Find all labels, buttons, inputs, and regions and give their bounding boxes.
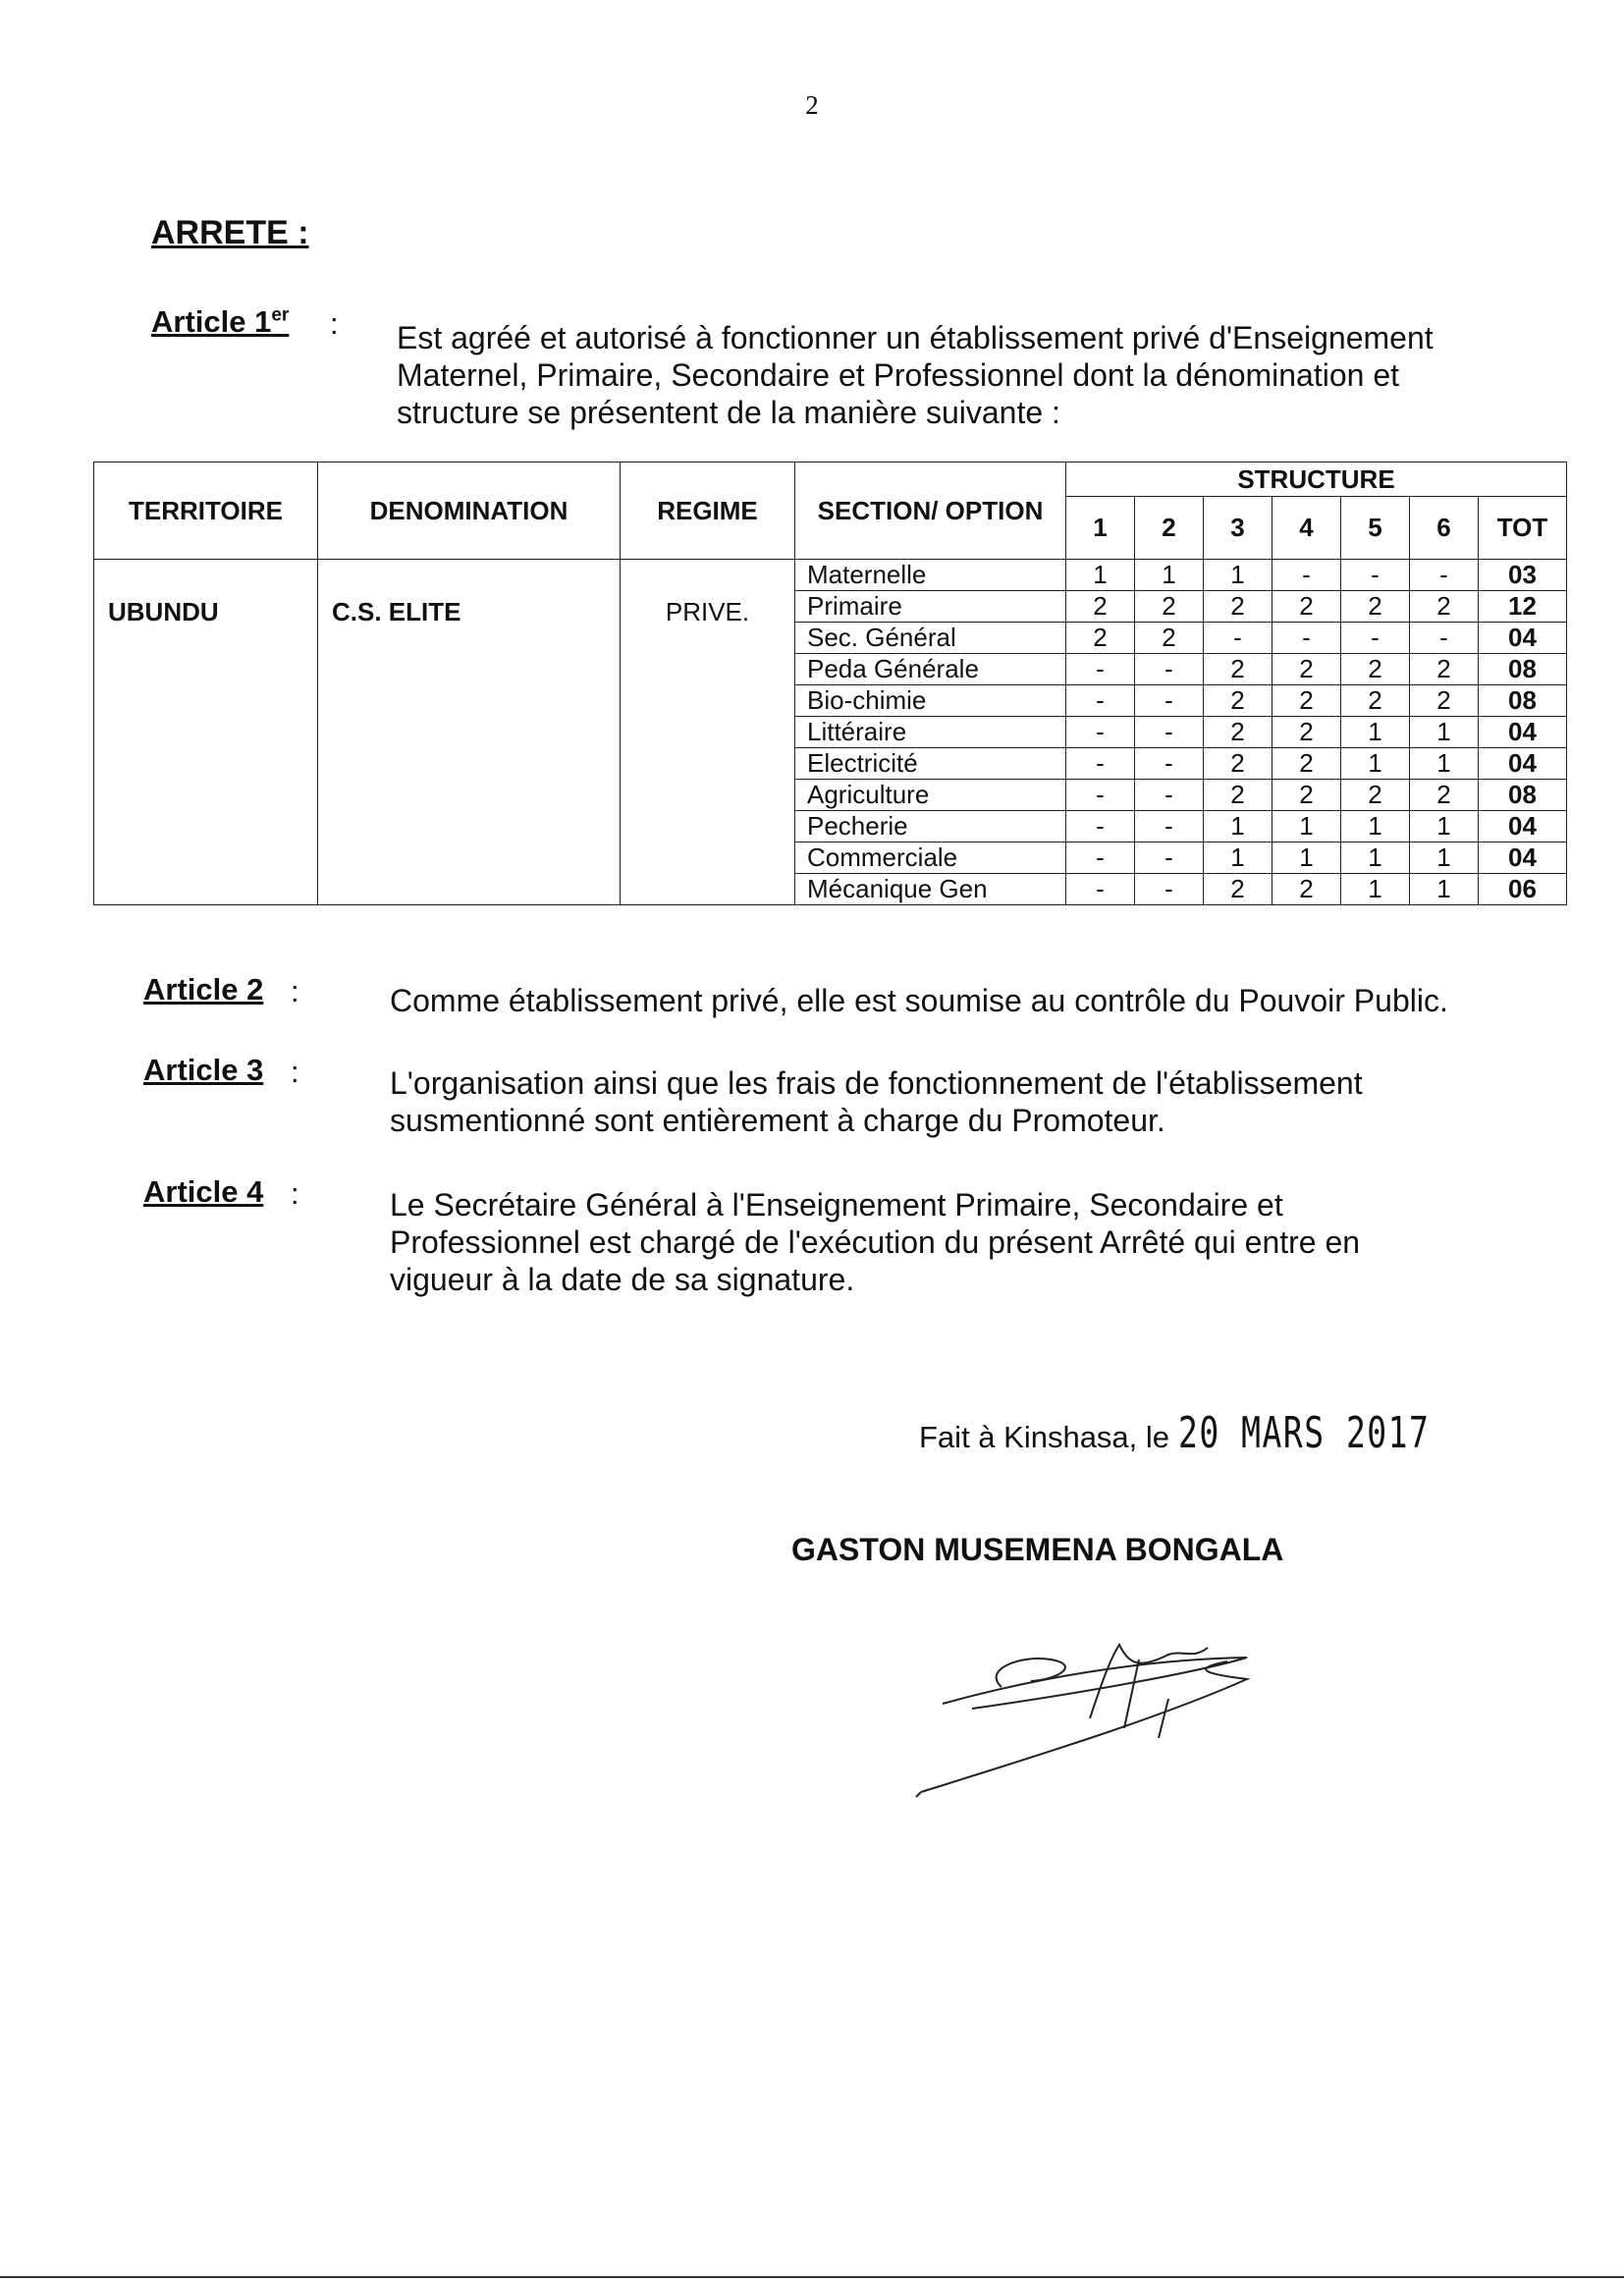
signature-icon	[913, 1601, 1463, 1826]
article-4-text	[390, 1186, 1509, 1298]
closing-date-stamp: 20 MARS 2017	[1177, 1408, 1431, 1458]
article-4-line-2: Professionnel est chargé de l'exécution du présent Arrêté qui entre en	[390, 1224, 1361, 1260]
structure-value-cell: 1	[1272, 843, 1341, 874]
header-structure: STRUCTURE	[1066, 462, 1567, 497]
structure-value-cell: -	[1135, 780, 1204, 811]
structure-value-cell: 2	[1410, 591, 1479, 623]
article-2-text	[390, 982, 1509, 1019]
article-4-colon: :	[291, 1176, 299, 1211]
structure-value-cell: 2	[1272, 874, 1341, 905]
structure-value-cell: 2	[1272, 717, 1341, 748]
header-col-4: 4	[1272, 497, 1341, 560]
structure-value-cell: 2	[1204, 654, 1272, 685]
structure-value-cell: 2	[1204, 591, 1272, 623]
total-cell: 06	[1479, 874, 1567, 905]
structure-value-cell: -	[1135, 843, 1204, 874]
structure-value-cell: 1	[1341, 811, 1410, 843]
structure-value-cell: 2	[1272, 654, 1341, 685]
section-option-cell: Peda Générale	[795, 654, 1066, 685]
structure-value-cell: -	[1410, 623, 1479, 654]
structure-value-cell: 2	[1272, 685, 1341, 717]
structure-value-cell: -	[1272, 560, 1341, 591]
article-1-text	[397, 319, 1516, 431]
article-4-line-1: Le Secrétaire Général à l'Enseignement Primaire, Secondaire et	[390, 1187, 1283, 1223]
structure-value-cell: -	[1272, 623, 1341, 654]
closing-place: Fait à Kinshasa, le	[919, 1420, 1170, 1454]
structure-value-cell: 2	[1410, 780, 1479, 811]
total-cell: 04	[1479, 623, 1567, 654]
total-cell: 03	[1479, 560, 1567, 591]
section-option-cell: Electricité	[795, 748, 1066, 780]
article-1-sup: er	[271, 304, 290, 326]
structure-value-cell: 1	[1272, 811, 1341, 843]
structure-value-cell: 1	[1135, 560, 1204, 591]
structure-value-cell: -	[1341, 560, 1410, 591]
article-1-line-1: Est agréé et autorisé à fonctionner un établissement privé d'Enseignement	[397, 320, 1434, 355]
article-4-line-3: vigueur à la date de sa signature.	[390, 1262, 855, 1297]
section-option-cell: Sec. Général	[795, 623, 1066, 654]
article-3-label: Article 3	[143, 1053, 264, 1087]
bottom-rule	[0, 2276, 1624, 2278]
article-3-line-1: L'organisation ainsi que les frais de fonctionnement de l'établissement	[390, 1065, 1363, 1101]
structure-value-cell: 1	[1410, 811, 1479, 843]
article-2-label: Article 2	[143, 972, 264, 1006]
header-territoire: TERRITOIRE	[94, 462, 318, 560]
structure-value-cell: 1	[1410, 748, 1479, 780]
page-number: 2	[805, 90, 819, 120]
structure-value-cell: 2	[1341, 591, 1410, 623]
section-option-cell: Primaire	[795, 591, 1066, 623]
structure-value-cell: -	[1066, 811, 1135, 843]
structure-value-cell: 2	[1204, 874, 1272, 905]
structure-value-cell: 1	[1341, 748, 1410, 780]
structure-value-cell: 2	[1410, 654, 1479, 685]
structure-value-cell: 2	[1066, 623, 1135, 654]
structure-value-cell: -	[1066, 780, 1135, 811]
structure-value-cell: 1	[1410, 717, 1479, 748]
article-4-label: Article 4	[143, 1174, 264, 1209]
structure-value-cell: 2	[1204, 717, 1272, 748]
structure-value-cell: -	[1066, 874, 1135, 905]
structure-value-cell: 1	[1341, 874, 1410, 905]
structure-value-cell: -	[1135, 874, 1204, 905]
header-col-5: 5	[1341, 497, 1410, 560]
structure-value-cell: -	[1066, 717, 1135, 748]
section-option-cell: Pecherie	[795, 811, 1066, 843]
structure-value-cell: -	[1341, 623, 1410, 654]
decree-heading: ARRETE :	[151, 214, 309, 251]
header-regime: REGIME	[621, 462, 795, 560]
structure-value-cell: 2	[1341, 654, 1410, 685]
header-section-option: SECTION/ OPTION	[795, 462, 1066, 560]
structure-value-cell: 2	[1204, 748, 1272, 780]
structure-value-cell: 2	[1204, 780, 1272, 811]
structure-value-cell: 1	[1204, 560, 1272, 591]
structure-value-cell: 1	[1204, 843, 1272, 874]
structure-value-cell: 1	[1410, 874, 1479, 905]
article-1-line-3: structure se présentent de la manière suivante :	[397, 395, 1060, 430]
structure-value-cell: 2	[1204, 685, 1272, 717]
total-cell: 12	[1479, 591, 1567, 623]
structure-value-cell: -	[1135, 685, 1204, 717]
denomination-cell: C.S. ELITE	[318, 560, 621, 905]
structure-value-cell: 2	[1135, 623, 1204, 654]
section-option-cell: Mécanique Gen	[795, 874, 1066, 905]
closing-line	[919, 1408, 1514, 1458]
total-cell: 04	[1479, 843, 1567, 874]
territoire-cell: UBUNDU	[94, 560, 318, 905]
section-option-cell: Bio-chimie	[795, 685, 1066, 717]
total-cell: 08	[1479, 685, 1567, 717]
structure-value-cell: 2	[1272, 591, 1341, 623]
structure-value-cell: -	[1066, 654, 1135, 685]
header-col-tot: TOT	[1479, 497, 1567, 560]
signer-name: GASTON MUSEMENA BONGALA	[791, 1532, 1284, 1567]
table-row	[94, 560, 1567, 591]
article-3-text	[390, 1064, 1509, 1139]
structure-value-cell: 2	[1135, 591, 1204, 623]
structure-value-cell: 1	[1410, 843, 1479, 874]
section-option-cell: Agriculture	[795, 780, 1066, 811]
article-1-colon: :	[330, 306, 339, 341]
structure-value-cell: -	[1410, 560, 1479, 591]
structure-value-cell: 1	[1341, 843, 1410, 874]
structure-value-cell: -	[1066, 685, 1135, 717]
structure-value-cell: 2	[1341, 685, 1410, 717]
structure-value-cell: -	[1135, 748, 1204, 780]
total-cell: 04	[1479, 811, 1567, 843]
structure-value-cell: 1	[1066, 560, 1135, 591]
structure-table	[93, 462, 1567, 905]
structure-value-cell: -	[1135, 654, 1204, 685]
structure-value-cell: -	[1204, 623, 1272, 654]
structure-value-cell: -	[1135, 717, 1204, 748]
header-col-1: 1	[1066, 497, 1135, 560]
article-3-colon: :	[291, 1055, 299, 1089]
section-option-cell: Commerciale	[795, 843, 1066, 874]
article-1-line-2: Maternel, Primaire, Secondaire et Professionnel dont la dénomination et	[397, 357, 1400, 393]
structure-value-cell: 2	[1066, 591, 1135, 623]
structure-value-cell: 2	[1272, 780, 1341, 811]
structure-value-cell: 2	[1272, 748, 1341, 780]
structure-value-cell: -	[1066, 843, 1135, 874]
header-col-2: 2	[1135, 497, 1204, 560]
regime-cell: PRIVE.	[621, 560, 795, 905]
header-col-3: 3	[1204, 497, 1272, 560]
structure-value-cell: 1	[1204, 811, 1272, 843]
article-1-label: Article 1er	[151, 304, 290, 339]
total-cell: 08	[1479, 654, 1567, 685]
total-cell: 04	[1479, 717, 1567, 748]
total-cell: 08	[1479, 780, 1567, 811]
header-denomination: DENOMINATION	[318, 462, 621, 560]
structure-value-cell: 1	[1341, 717, 1410, 748]
article-3-line-2: susmentionné sont entièrement à charge du Promoteur.	[390, 1103, 1165, 1138]
section-option-cell: Maternelle	[795, 560, 1066, 591]
structure-value-cell: -	[1135, 811, 1204, 843]
section-option-cell: Littéraire	[795, 717, 1066, 748]
article-2-line-1: Comme établissement privé, elle est soumise au contrôle du Pouvoir Public.	[390, 983, 1448, 1018]
structure-value-cell: -	[1066, 748, 1135, 780]
total-cell: 04	[1479, 748, 1567, 780]
structure-value-cell: 2	[1341, 780, 1410, 811]
article-2-colon: :	[291, 974, 299, 1008]
structure-value-cell: 2	[1410, 685, 1479, 717]
header-col-6: 6	[1410, 497, 1479, 560]
